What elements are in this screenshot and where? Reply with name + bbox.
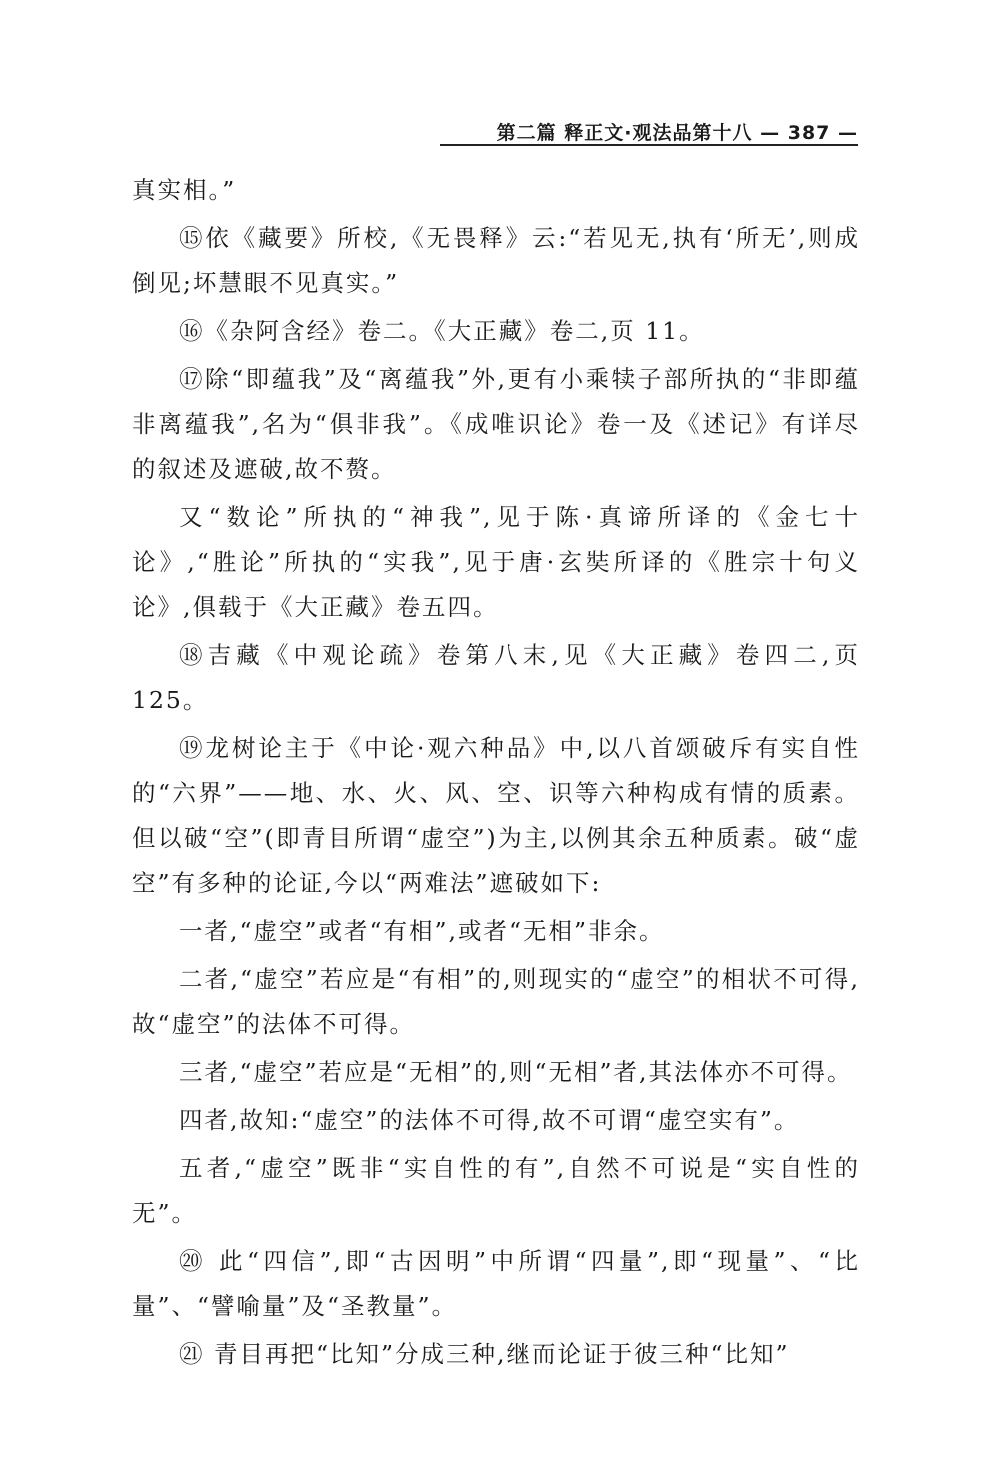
footnote-15: ⑮依《藏要》所校,《无畏释》云:“若见无,执有‘所无’,则成倒见;坏慧眼不见真实。” xyxy=(132,224,860,297)
body-text xyxy=(132,168,860,1380)
paragraph: 四者,故知:“虚空”的法体不可得,故不可谓“虚空实有”。 xyxy=(179,1106,800,1134)
paragraph: 真实相。” xyxy=(132,176,237,204)
footnote-20: ⑳ 此“四信”,即“古因明”中所谓“四量”,即“现量”、“比量”、“譬喻量”及“圣教量”。 xyxy=(132,1247,860,1320)
paragraph: 三者,“虚空”若应是“无相”的,则“无相”者,其法体亦不可得。 xyxy=(179,1058,853,1086)
paragraph: 一者,“虚空”或者“有相”,或者“无相”非余。 xyxy=(179,917,665,945)
header-rule xyxy=(440,144,858,146)
footnote-17: ⑰除“即蕴我”及“离蕴我”外,更有小乘犊子部所执的“非即蕴非离蕴我”,名为“俱非我”。《成唯识论》卷一及《述记》有详尽的叙述及遮破,故不赘。 xyxy=(132,365,860,483)
footnote-18: ⑱吉藏《中观论疏》卷第八末,见《大正藏》卷四二,页125。 xyxy=(132,641,860,714)
footnote-16: ⑯《杂阿含经》卷二。《大正藏》卷二,页 11。 xyxy=(179,317,705,345)
paragraph: 五者,“虚空”既非“实自性的有”,自然不可说是“实自性的无”。 xyxy=(132,1154,860,1227)
paragraph: 又“数论”所执的“神我”,见于陈·真谛所译的《金七十论》,“胜论”所执的“实我”,见于唐·玄奘所译的《胜宗十句义论》,俱载于《大正藏》卷五四。 xyxy=(132,503,860,621)
footnote-21: ㉑ 青目再把“比知”分成三种,继而论证于彼三种“比知” xyxy=(179,1340,790,1368)
running-header: 第二篇 释正文·观法品第十八 — 387 — xyxy=(496,122,858,144)
footnote-19: ⑲龙树论主于《中论·观六种品》中,以八首颂破斥有实自性的“六界”——地、水、火、风、空、识等六种构成有情的质素。但以破“空”(即青目所谓“虚空”)为主,以例其余五种质素。破“虚空”有多种的论证,今以“两难法”遮破如下: xyxy=(132,734,860,897)
paragraph: 二者,“虚空”若应是“有相”的,则现实的“虚空”的相状不可得,故“虚空”的法体不可得。 xyxy=(132,965,860,1038)
